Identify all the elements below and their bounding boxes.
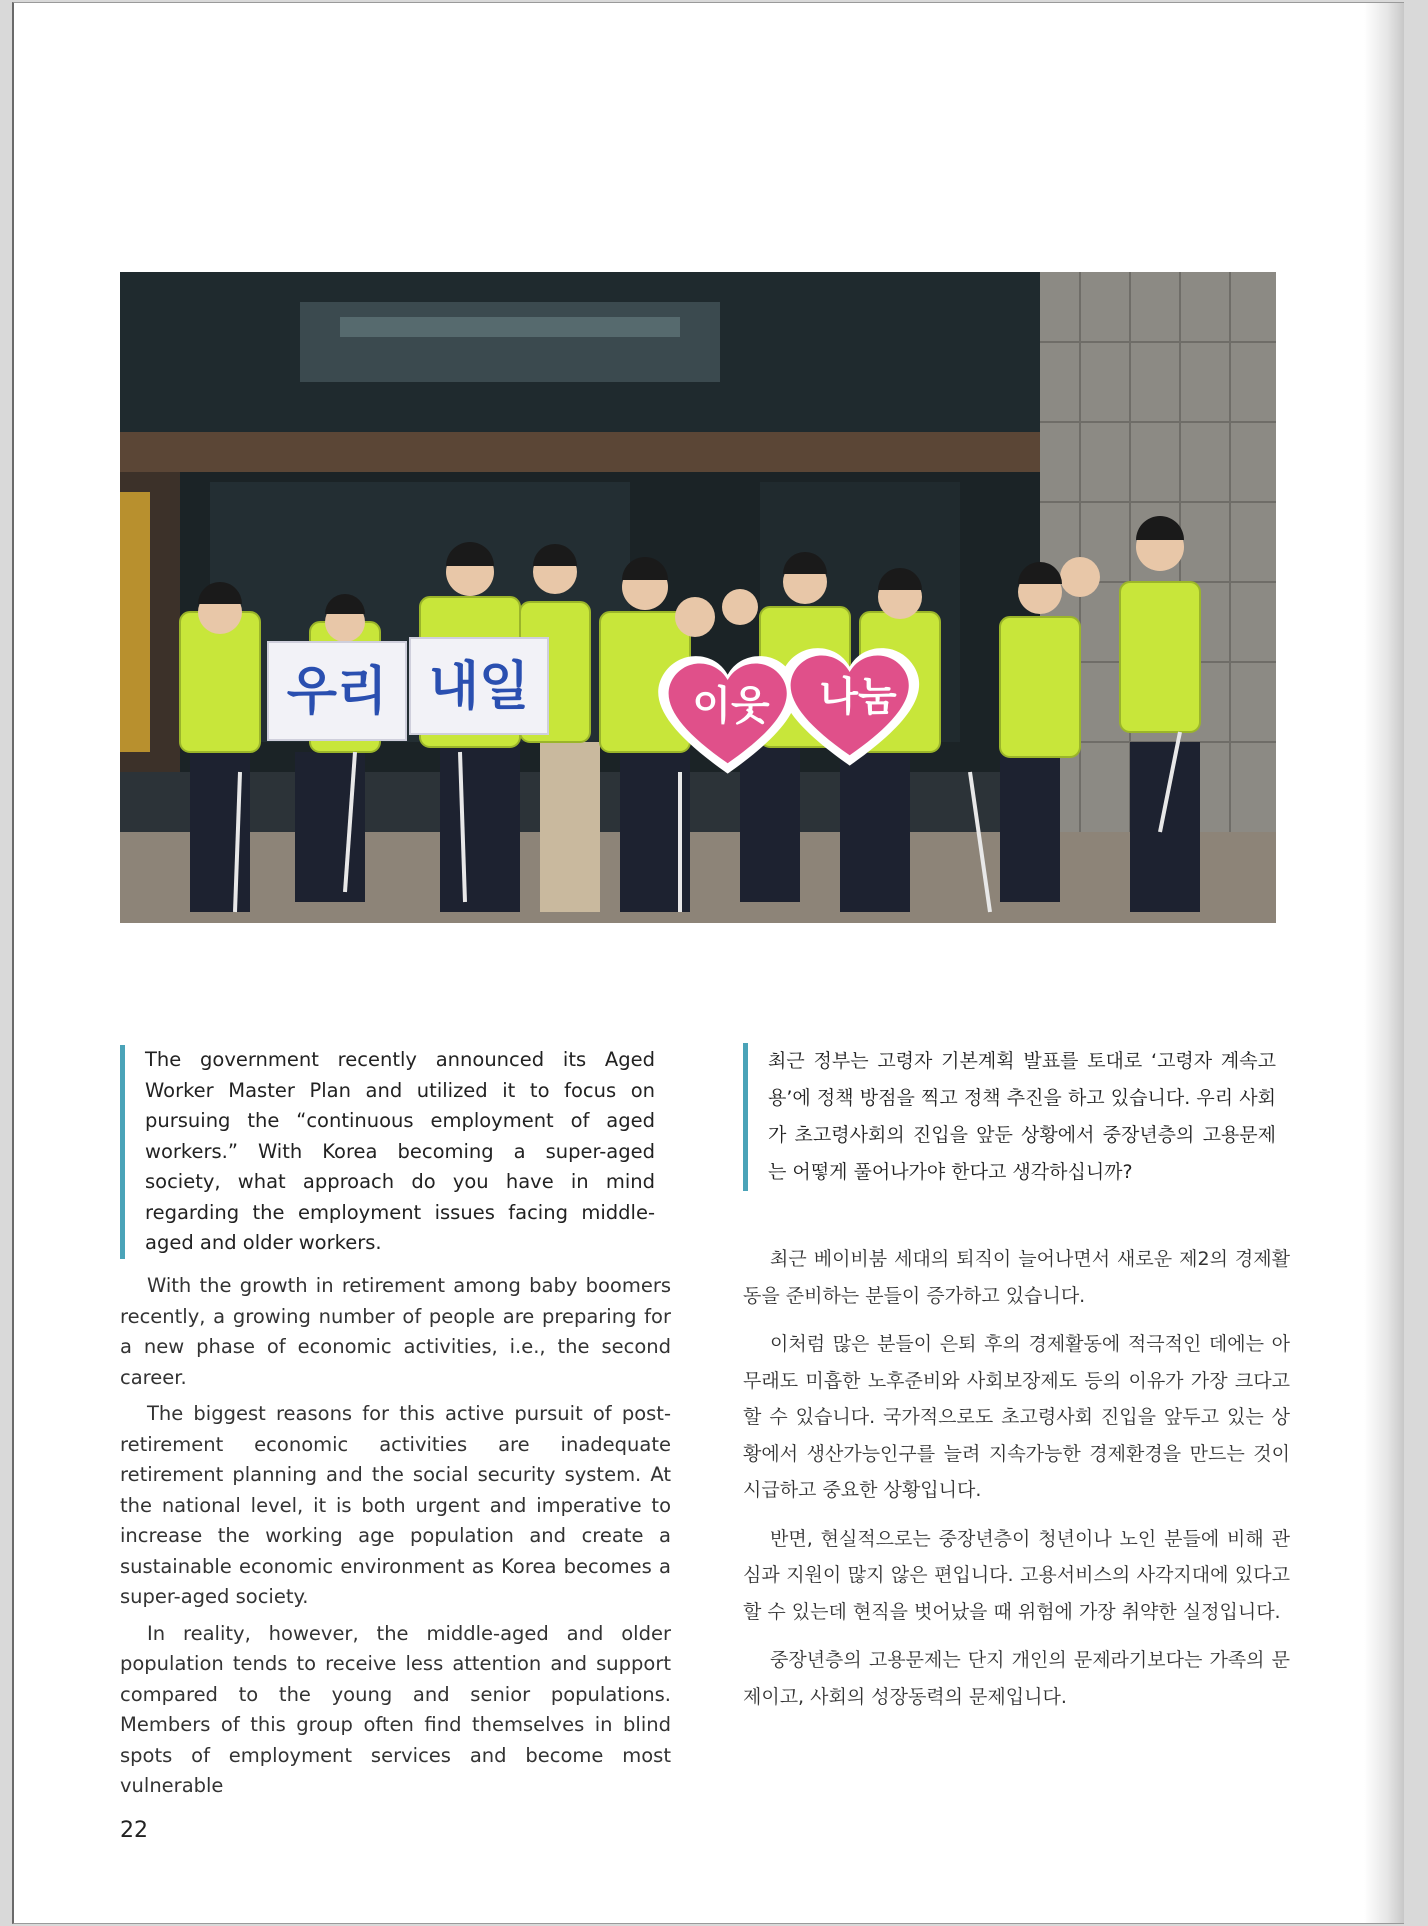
answer-ko-paragraph-2: 이처럼 많은 분들이 은퇴 후의 경제활동에 적극적인 데에는 아무래도 미흡한 노후준비와 사회보장제도 등의 이유가 가장 크다고 할 수 있습니다. 국가적으로도 초고령사회 진입을 앞두고 있는 상황에서 생산가능인구를 늘려 지속가능한 경제환경을 만드는 것이 시급하고 중요한 상황입니다. (743, 1333, 1290, 1501)
magazine-page (12, 2, 1404, 1924)
answer-en-paragraph-2: The biggest reasons for this active pursuit of post-retirement economic activities are inadequate retirement planning and the social security system. At the national level, it is both urgent and imperative to increase the working age population and create a sustainable economic environment as Korea becomes a super-aged society. (120, 1402, 671, 1608)
answer-english (120, 1271, 671, 1808)
photo-group-volunteers (120, 272, 1276, 923)
answer-en-paragraph-1: With the growth in retirement among baby boomers recently, a growing number of people are preparing for a new phase of economic activities, i.e., the second career. (120, 1274, 671, 1389)
sign-text-2: 내일 (428, 657, 530, 717)
answer-korean (743, 1241, 1290, 1727)
answer-ko-paragraph-4: 중장년층의 고용문제는 단지 개인의 문제라기보다는 가족의 문제이고, 사회의 성장동력의 문제입니다. (743, 1649, 1290, 1708)
answer-ko-paragraph-1: 최근 베이비붐 세대의 퇴직이 늘어나면서 새로운 제2의 경제활동을 준비하는 분들이 증가하고 있습니다. (743, 1248, 1290, 1307)
page-gutter-shadow (1364, 3, 1404, 1923)
answer-ko-paragraph-3: 반면, 현실적으로는 중장년층이 청년이나 노인 분들에 비해 관심과 지원이 많지 않은 편입니다. 고용서비스의 사각지대에 있다고 할 수 있는데 현직을 벗어났을 때 위험에 가장 취약한 실정입니다. (743, 1527, 1290, 1623)
question-english: The government recently announced its Aged Worker Master Plan and utilized it to focus on pursuing the “continuous employment of aged workers.” With Korea becoming a super-aged society, what approach do you have in mind regarding the employment issues facing middle-aged and older workers. (120, 1045, 655, 1259)
sign-text-1: 우리 (286, 662, 388, 722)
sign-text-3: 이웃 (692, 683, 770, 729)
answer-en-paragraph-3: In reality, however, the middle-aged and older population tends to receive less attention and support compared to the young and senior populations. Members of this group often find themselves in blind spots of employment services and become most vulnerable (120, 1621, 671, 1797)
question-korean: 최근 정부는 고령자 기본계획 발표를 토대로 ‘고령자 계속고용’에 정책 방점을 찍고 정책 추진을 하고 있습니다. 우리 사회가 초고령사회의 진입을 앞둔 상황에서 중장년층의 고용문제는 어떻게 풀어나가야 한다고 생각하십니까? (743, 1043, 1276, 1191)
page-number: 22 (120, 1818, 148, 1843)
sign-text-4: 나눔 (819, 674, 897, 720)
group-photo (120, 272, 1276, 923)
